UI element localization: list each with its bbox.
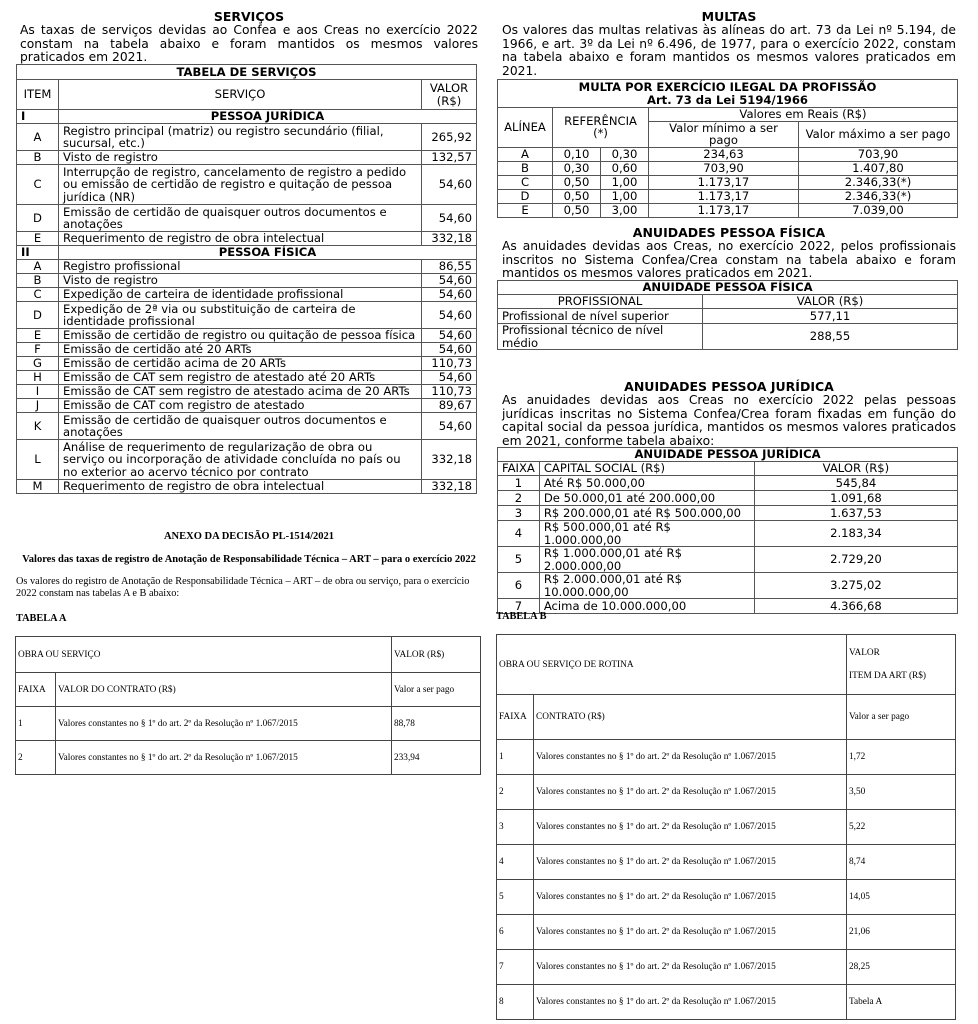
contrato-cell: Valores constantes no § 1º do art. 2º da Resolução nº 1.067/2015: [534, 810, 847, 845]
tabela-a-header-obra: OBRA OU SERVIÇO: [16, 637, 392, 673]
servico-cell: Emissão de certidão de registro ou quitação de pessoa física: [59, 329, 422, 343]
table-row: [498, 599, 958, 614]
valor-cell: 54,60: [422, 165, 477, 205]
multas-table-title-line2: Art. 73 da Lei 5194/1966: [646, 92, 809, 107]
tabela-a-header-contrato: VALOR DO CONTRATO (R$): [56, 673, 392, 707]
tabela-b: [496, 634, 956, 1020]
alinea-cell: A: [498, 147, 553, 161]
tabela-b-header-faixa: FAIXA: [497, 695, 534, 740]
col-header-valor: VALOR (R$): [422, 80, 477, 110]
anuidade-pj-intro: As anuidades devidas aos Creas no exercício 2022 pelas pessoas jurídicas inscritas no Sistema Confea/Crea foram fixadas em função do capital social da pessoa jurídica, mantidos os mesmos valores praticados em 2021, conforme tabela abaixo:: [502, 393, 956, 448]
tabela-a-header-valor: VALOR (R$): [392, 637, 481, 673]
servico-cell: Análise de requerimento de regularização de obra ou serviço ou incorporação de atividade concluída no país ou no exterior ao acervo técnico por contrato: [59, 440, 422, 480]
valor-cell: 332,18: [422, 232, 477, 246]
item-cell: B: [17, 151, 59, 165]
item-cell: D: [17, 302, 59, 329]
anexo-subtitle: Valores das taxas de registro de Anotação de Responsabilidade Técnica – ART – para o exercício 2022: [22, 554, 476, 565]
servico-cell: Interrupção de registro, cancelamento de registro a pedido ou emissão de certidão de registro e quitação de pessoa jurídica (NR): [59, 165, 422, 205]
table-row: [17, 480, 477, 494]
alinea-cell: D: [498, 189, 553, 203]
anuidade-pf-heading: ANUIDADES PESSOA FÍSICA: [632, 225, 826, 240]
item-cell: B: [17, 274, 59, 288]
item-cell: I: [17, 385, 59, 399]
item-cell: H: [17, 371, 59, 385]
table-row: [17, 165, 477, 205]
contrato-cell: Valores constantes no § 1º do art. 2º da Resolução nº 1.067/2015: [534, 740, 847, 775]
valor-cell: 4.366,68: [754, 599, 957, 614]
anuidade-pf-table-title: ANUIDADE PESSOA FÍSICA: [498, 281, 958, 295]
multas-intro: Os valores das multas relativas às alíneas do art. 73 da Lei nº 5.194, de 1966, e art. 3º da Lei nº 6.496, de 1977, para o exercício 2022, constam na tabela abaixo e foram mantidos os mesmos valores praticados em 2021.: [502, 23, 956, 78]
contrato-cell: Valores constantes no § 1º do art. 2º da Resolução nº 1.067/2015: [56, 707, 392, 741]
profissional-cell: Profissional de nível superior: [498, 309, 703, 324]
faixa-cell: 2: [16, 741, 56, 775]
capital-cell: Até R$ 50.000,00: [539, 476, 754, 491]
item-cell: C: [17, 288, 59, 302]
capital-cell: R$ 1.000.000,01 até R$ 2.000.000,00: [539, 547, 754, 573]
table-row: [498, 309, 958, 324]
table-row: [497, 880, 956, 915]
table-row: [498, 547, 958, 573]
valor-cell: 54,60: [422, 205, 477, 232]
table-row: [17, 440, 477, 480]
faixa-cell: 2: [497, 775, 534, 810]
valor-cell: 332,18: [422, 480, 477, 494]
table-row: [498, 189, 958, 203]
table-row: [17, 205, 477, 232]
faixa-cell: 1: [498, 476, 540, 491]
valor-cell: 8,74: [847, 845, 956, 880]
table-row: [17, 385, 477, 399]
valor-min-cell: 1.173,17: [649, 175, 799, 189]
table-row: [498, 521, 958, 547]
anexo-section: [16, 530, 482, 600]
tabela-a-header-pago: Valor a ser pago: [392, 673, 481, 707]
col-header-maximo: Valor máximo a ser pago: [799, 121, 958, 147]
valor-cell: 110,73: [422, 357, 477, 371]
valor-cell: 88,78: [392, 707, 481, 741]
col-header-item: ITEM: [17, 80, 59, 110]
tabela-b-header-obra: OBRA OU SERVIÇO DE ROTINA: [497, 635, 847, 695]
contrato-cell: Valores constantes no § 1º do art. 2º da Resolução nº 1.067/2015: [534, 845, 847, 880]
alinea-cell: E: [498, 203, 553, 217]
table-row: [497, 775, 956, 810]
valor-cell: 86,55: [422, 260, 477, 274]
servicos-intro: As taxas de serviços devidas ao Confea e aos Creas no exercício 2022 constam na tabela abaixo e foram mantidos os mesmos valores praticados em 2021.: [20, 23, 478, 64]
valor-cell: 132,57: [422, 151, 477, 165]
servico-cell: Expedição de 2ª via ou substituição de carteira de identidade profissional: [59, 302, 422, 329]
multas-heading: MULTAS: [701, 9, 757, 24]
item-cell: K: [17, 413, 59, 440]
servico-cell: Emissão de certidão acima de 20 ARTs: [59, 357, 422, 371]
ref-max-cell: 1,00: [601, 189, 649, 203]
servico-cell: Visto de registro: [59, 274, 422, 288]
faixa-cell: 3: [497, 810, 534, 845]
table-row: [17, 371, 477, 385]
servico-cell: Registro principal (matriz) ou registro secundário (filial, sucursal, etc.): [59, 124, 422, 151]
tabela-b-label: TABELA B: [496, 611, 547, 622]
faixa-cell: 7: [498, 599, 540, 614]
valor-cell: 54,60: [422, 371, 477, 385]
ref-min-cell: 0,50: [553, 189, 601, 203]
item-cell: J: [17, 399, 59, 413]
valor-cell: 3.275,02: [754, 573, 957, 599]
table-row: [16, 741, 481, 775]
valor-max-cell: 2.346,33(*): [799, 175, 958, 189]
table-row: [17, 260, 477, 274]
valor-cell: Tabela A: [847, 985, 956, 1020]
valor-cell: 54,60: [422, 413, 477, 440]
valor-cell: 1.091,68: [754, 491, 957, 506]
section-number: II: [17, 246, 59, 260]
table-row: [498, 324, 958, 350]
ref-min-cell: 0,30: [553, 161, 601, 175]
table-row: [498, 506, 958, 521]
tabela-b-header-valor-line2: ITEM DA ART (R$): [849, 670, 927, 681]
col-header-servico: SERVIÇO: [59, 80, 422, 110]
valor-cell: 3,50: [847, 775, 956, 810]
table-row: [497, 950, 956, 985]
profissional-cell: Profissional técnico de nível médio: [498, 324, 703, 350]
table-row: [498, 203, 958, 217]
tabela-a: [15, 636, 481, 775]
valor-cell: 21,06: [847, 915, 956, 950]
faixa-cell: 4: [497, 845, 534, 880]
table-row: [497, 845, 956, 880]
valor-max-cell: 7.039,00: [799, 203, 958, 217]
ref-max-cell: 0,30: [601, 147, 649, 161]
item-cell: L: [17, 440, 59, 480]
section-number: I: [17, 110, 59, 124]
tabela-multas: [497, 79, 958, 218]
table-row: [17, 151, 477, 165]
valor-max-cell: 2.346,33(*): [799, 189, 958, 203]
valor-cell: 110,73: [422, 385, 477, 399]
servico-cell: Emissão de certidão de quaisquer outros documentos e anotações: [59, 413, 422, 440]
table-row: [497, 985, 956, 1020]
table-row: [17, 343, 477, 357]
capital-cell: Acima de 10.000.000,00: [539, 599, 754, 614]
col-header-minimo: Valor mínimo a ser pago: [649, 121, 799, 147]
table-row: [17, 357, 477, 371]
table-row: [17, 329, 477, 343]
contrato-cell: Valores constantes no § 1º do art. 2º da Resolução nº 1.067/2015: [534, 915, 847, 950]
servico-cell: Expedição de carteira de identidade profissional: [59, 288, 422, 302]
ref-min-cell: 0,50: [553, 203, 601, 217]
item-cell: G: [17, 357, 59, 371]
table-row: [498, 147, 958, 161]
anexo-title: ANEXO DA DECISÃO PL-1514/2021: [163, 531, 335, 542]
servicos-heading: SERVIÇOS: [213, 9, 285, 24]
tabela-b-header-pago: Valor a ser pago: [847, 695, 956, 740]
valor-cell: 2.729,20: [754, 547, 957, 573]
valor-max-cell: 1.407,80: [799, 161, 958, 175]
valor-cell: 265,92: [422, 124, 477, 151]
col-header-capital: CAPITAL SOCIAL (R$): [539, 462, 754, 476]
contrato-cell: Valores constantes no § 1º do art. 2º da Resolução nº 1.067/2015: [534, 950, 847, 985]
servico-cell: Requerimento de registro de obra intelectual: [59, 480, 422, 494]
servicos-section: [20, 10, 478, 65]
valor-cell: 288,55: [703, 324, 958, 350]
table-row: [16, 707, 481, 741]
capital-cell: R$ 2.000.000,01 até R$ 10.000.000,00: [539, 573, 754, 599]
valor-cell: 577,11: [703, 309, 958, 324]
tabela-b-header-valor-line1: VALOR: [849, 647, 880, 658]
tabela-a-label: TABELA A: [16, 613, 67, 624]
table-row: [497, 915, 956, 950]
servico-cell: Registro profissional: [59, 260, 422, 274]
item-cell: A: [17, 260, 59, 274]
table-row: [17, 232, 477, 246]
capital-cell: R$ 200.000,01 até R$ 500.000,00: [539, 506, 754, 521]
valor-cell: 5,22: [847, 810, 956, 845]
item-cell: C: [17, 165, 59, 205]
multas-section: [502, 10, 956, 78]
valor-cell: 1,72: [847, 740, 956, 775]
table-row: [498, 573, 958, 599]
faixa-cell: 7: [497, 950, 534, 985]
col-header-referencia: REFERÊNCIA (*): [553, 108, 649, 148]
faixa-cell: 1: [497, 740, 534, 775]
faixa-cell: 5: [498, 547, 540, 573]
table-row: [17, 124, 477, 151]
anuidade-pj-heading: ANUIDADES PESSOA JURÍDICA: [624, 379, 834, 394]
table-row: [498, 491, 958, 506]
alinea-cell: B: [498, 161, 553, 175]
servico-cell: Emissão de CAT com registro de atestado: [59, 399, 422, 413]
contrato-cell: Valores constantes no § 1º do art. 2º da Resolução nº 1.067/2015: [534, 775, 847, 810]
faixa-cell: 5: [497, 880, 534, 915]
faixa-cell: 1: [16, 707, 56, 741]
col-header-alinea: ALÍNEA: [498, 108, 553, 148]
ref-max-cell: 1,00: [601, 175, 649, 189]
col-header-profissional: PROFISSIONAL: [498, 295, 703, 309]
contrato-cell: Valores constantes no § 1º do art. 2º da Resolução nº 1.067/2015: [56, 741, 392, 775]
servico-cell: Emissão de certidão até 20 ARTs: [59, 343, 422, 357]
table-row: [17, 413, 477, 440]
table-row: [498, 476, 958, 491]
tabela-servicos: [16, 64, 477, 494]
servicos-table-title: TABELA DE SERVIÇOS: [17, 65, 477, 80]
table-row: [498, 161, 958, 175]
contrato-cell: Valores constantes no § 1º do art. 2º da Resolução nº 1.067/2015: [534, 880, 847, 915]
valor-cell: 14,05: [847, 880, 956, 915]
table-row: [497, 810, 956, 845]
valor-cell: 54,60: [422, 302, 477, 329]
anexo-intro: Os valores do registro de Anotação de Responsabilidade Técnica – ART – de obra ou serviço, para o exercício 2022 constam nas tabelas A e B abaixo:: [16, 576, 470, 599]
contrato-cell: Valores constantes no § 1º do art. 2º da Resolução nº 1.067/2015: [534, 985, 847, 1020]
anuidade-pj-table-title: ANUIDADE PESSOA JURÍDICA: [498, 448, 958, 462]
servico-cell: Emissão de CAT sem registro de atestado até 20 ARTs: [59, 371, 422, 385]
col-header-faixa: FAIXA: [498, 462, 540, 476]
item-cell: E: [17, 329, 59, 343]
faixa-cell: 2: [498, 491, 540, 506]
ref-max-cell: 0,60: [601, 161, 649, 175]
valor-cell: 233,94: [392, 741, 481, 775]
section-title: PESSOA JURÍDICA: [59, 110, 477, 124]
tabela-anuidade-pf: [497, 280, 958, 350]
tabela-anuidade-pj: [497, 447, 958, 614]
servico-cell: Visto de registro: [59, 151, 422, 165]
faixa-cell: 3: [498, 506, 540, 521]
tabela-a-header-faixa: FAIXA: [16, 673, 56, 707]
ref-min-cell: 0,50: [553, 175, 601, 189]
table-row: [17, 288, 477, 302]
valor-min-cell: 234,63: [649, 147, 799, 161]
valor-cell: 1.637,53: [754, 506, 957, 521]
valor-min-cell: 703,90: [649, 161, 799, 175]
item-cell: F: [17, 343, 59, 357]
valor-cell: 89,67: [422, 399, 477, 413]
item-cell: A: [17, 124, 59, 151]
servico-cell: Requerimento de registro de obra intelectual: [59, 232, 422, 246]
item-cell: D: [17, 205, 59, 232]
capital-cell: De 50.000,01 até 200.000,00: [539, 491, 754, 506]
valor-cell: 54,60: [422, 343, 477, 357]
faixa-cell: 8: [497, 985, 534, 1020]
col-header-valores: Valores em Reais (R$): [649, 108, 958, 122]
table-row: [17, 399, 477, 413]
valor-cell: 332,18: [422, 440, 477, 480]
col-header-valor: VALOR (R$): [754, 462, 957, 476]
ref-max-cell: 3,00: [601, 203, 649, 217]
tabela-b-header-contrato: CONTRATO (R$): [534, 695, 847, 740]
servico-cell: Emissão de certidão de quaisquer outros documentos e anotações: [59, 205, 422, 232]
faixa-cell: 6: [498, 573, 540, 599]
faixa-cell: 6: [497, 915, 534, 950]
anuidade-pf-section: [502, 226, 956, 281]
valor-cell: 54,60: [422, 274, 477, 288]
item-cell: E: [17, 232, 59, 246]
item-cell: M: [17, 480, 59, 494]
multas-table-title-line1: MULTA POR EXERCÍCIO ILEGAL DA PROFISSÃO: [578, 80, 877, 94]
anuidade-pf-intro: As anuidades devidas aos Creas, no exercício 2022, pelos profissionais inscritos no Sistema Confea/Crea constam na tabela abaixo e foram mantidos os mesmos valores praticados em 2021.: [502, 239, 956, 280]
col-header-valor: VALOR (R$): [703, 295, 958, 309]
table-row: [497, 740, 956, 775]
ref-min-cell: 0,10: [553, 147, 601, 161]
alinea-cell: C: [498, 175, 553, 189]
table-row: [17, 274, 477, 288]
valor-cell: 54,60: [422, 288, 477, 302]
valor-min-cell: 1.173,17: [649, 203, 799, 217]
valor-max-cell: 703,90: [799, 147, 958, 161]
valor-min-cell: 1.173,17: [649, 189, 799, 203]
valor-cell: 545,84: [754, 476, 957, 491]
valor-cell: 54,60: [422, 329, 477, 343]
valor-cell: 28,25: [847, 950, 956, 985]
valor-cell: 2.183,34: [754, 521, 957, 547]
servico-cell: Emissão de CAT sem registro de atestado acima de 20 ARTs: [59, 385, 422, 399]
anuidade-pj-section: [502, 380, 956, 448]
tabela-b-header-valor: [847, 635, 956, 695]
faixa-cell: 4: [498, 521, 540, 547]
section-title: PESSOA FÍSICA: [59, 246, 477, 260]
table-row: [498, 175, 958, 189]
capital-cell: R$ 500.000,01 até R$ 1.000.000,00: [539, 521, 754, 547]
table-row: [17, 302, 477, 329]
multas-table-title: [498, 80, 958, 108]
